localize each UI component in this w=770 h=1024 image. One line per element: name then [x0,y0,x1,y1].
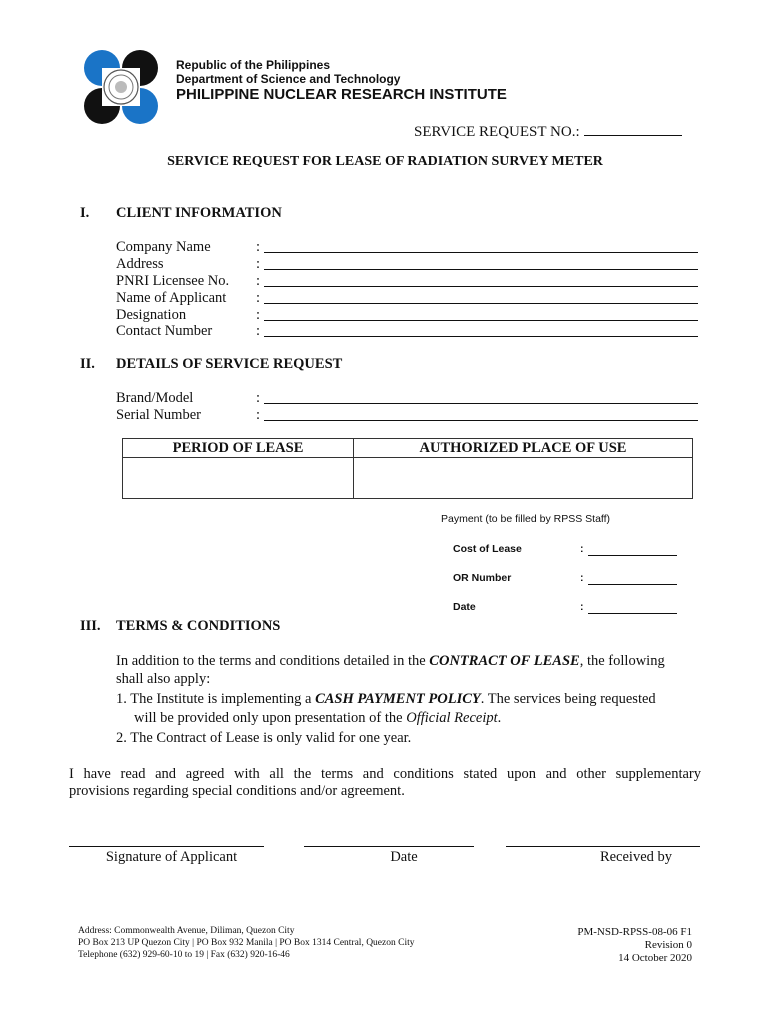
section2-number: II. [80,356,95,372]
field-colon: : [256,239,261,255]
designation-field[interactable] [264,320,698,321]
payment-colon: : [580,601,584,613]
header-line-republic: Republic of the Philippines [176,58,331,72]
field-label-applicant-name: Name of Applicant [116,290,227,306]
lease-table-header-period: PERIOD OF LEASE [172,440,304,456]
date-signature-field[interactable] [304,846,474,847]
field-label-serial-number: Serial Number [116,407,201,423]
field-label-contact-number: Contact Number [116,323,213,339]
payment-label-or-number: OR Number [453,572,512,584]
terms-text: . [497,710,502,726]
field-colon: : [256,390,261,406]
serial-number-field[interactable] [264,420,698,421]
service-request-no-field[interactable] [584,121,682,136]
header-institute-name: PHILIPPINE NUCLEAR RESEARCH INSTITUTE [176,86,507,103]
section2-title: DETAILS OF SERVICE REQUEST [116,356,343,372]
payment-label-cost: Cost of Lease [453,543,522,555]
terms-italic: Official Receipt [406,710,498,726]
terms-item-1-cont [134,709,501,727]
licensee-no-field[interactable] [264,286,698,287]
or-number-field[interactable] [588,584,677,585]
service-request-no-label: SERVICE REQUEST NO.: [414,124,580,140]
terms-text: , the following [579,653,665,669]
terms-intro-cont: shall also apply: [116,671,211,687]
company-name-field[interactable] [264,252,698,253]
service-request-no [414,121,682,141]
field-label-licensee-no: PNRI Licensee No. [116,273,230,289]
field-label-brand-model: Brand/Model [116,390,194,406]
terms-emphasis: CONTRACT OF LEASE [429,653,580,669]
applicant-signature-field[interactable] [69,846,264,847]
applicant-name-field[interactable] [264,303,698,304]
received-by-field[interactable] [506,846,700,847]
signature-label-received: Received by [599,849,673,865]
payment-colon: : [580,543,584,555]
field-colon: : [256,290,261,306]
payment-colon: : [580,572,584,584]
agreement-line-2: provisions regarding special conditions and/or agreement. [69,783,405,799]
terms-item-1 [116,690,706,708]
period-of-lease-cell[interactable] [124,459,352,497]
payment-label-date: Date [453,601,476,613]
section3-number: III. [80,618,101,634]
terms-text: . The services being requested [480,691,656,707]
field-colon: : [256,407,261,423]
field-label-designation: Designation [116,307,187,323]
terms-intro [116,652,706,670]
terms-emphasis: CASH PAYMENT POLICY [315,691,481,707]
field-label-company-name: Company Name [116,239,211,255]
header-line-department: Department of Science and Technology [176,72,401,86]
section3-title: TERMS & CONDITIONS [116,618,281,634]
document-title: SERVICE REQUEST FOR LEASE OF RADIATION SURVEY METER [167,154,603,169]
footer-address-3: Telephone (632) 929-60-10 to 19 | Fax (632) 920-16-46 [78,950,290,960]
footer-revision: Revision 0 [644,939,692,951]
payment-title: Payment (to be filled by RPSS Staff) [441,513,611,525]
contact-number-field[interactable] [264,336,698,337]
field-label-address: Address [116,256,164,272]
footer-date: 14 October 2020 [618,952,692,964]
terms-text: In addition to the terms and conditions detailed in the [116,653,430,669]
payment-date-field[interactable] [588,613,677,614]
agreement-line-1: I have read and agreed with all the terms and conditions stated upon and other supplementary [69,766,701,782]
brand-model-field[interactable] [264,403,698,404]
terms-text: 1. The Institute is implementing a [116,691,316,707]
field-colon: : [256,256,261,272]
address-field[interactable] [264,269,698,270]
section1-number: I. [80,205,90,221]
lease-table [122,438,693,499]
dost-logo [82,48,160,126]
footer-address-2: PO Box 213 UP Quezon City | PO Box 932 Manila | PO Box 1314 Central, Quezon City [78,938,415,948]
field-colon: : [256,307,261,323]
field-colon: : [256,323,261,339]
cost-of-lease-field[interactable] [588,555,677,556]
authorized-place-cell[interactable] [355,459,691,497]
terms-text: will be provided only upon presentation of the [134,710,407,726]
footer-form-code: PM-NSD-RPSS-08-06 F1 [577,926,692,938]
signature-label-applicant: Signature of Applicant [105,849,238,865]
field-colon: : [256,273,261,289]
footer-address-1: Address: Commonwealth Avenue, Diliman, Quezon City [78,926,295,936]
table-divider [123,457,692,458]
signature-label-date: Date [390,849,418,865]
lease-table-header-place: AUTHORIZED PLACE OF USE [419,440,627,456]
terms-item-2: 2. The Contract of Lease is only valid for one year. [116,730,412,746]
section1-title: CLIENT INFORMATION [116,205,282,221]
